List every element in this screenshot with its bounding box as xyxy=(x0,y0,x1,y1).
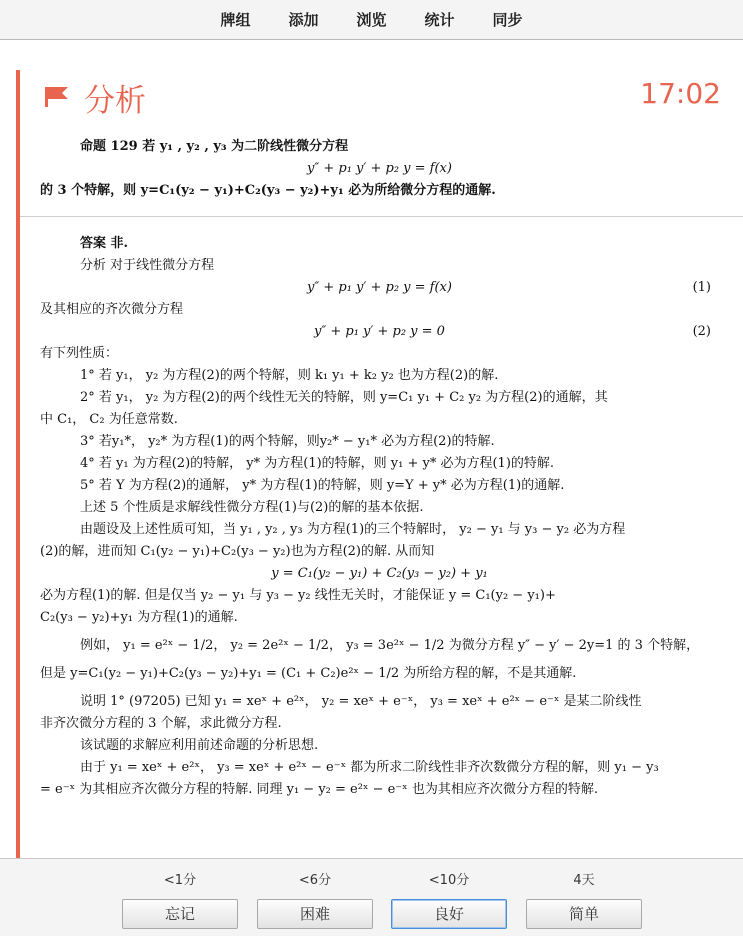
note-line-3a: 由于 y₁ = xeˣ + e²ˣ， y₃ = xeˣ + e²ˣ − e⁻ˣ 都为所求二阶线性非齐次数微分方程的解，则 y₁ − y₃ xyxy=(80,760,659,775)
nav-browse[interactable]: 浏览 xyxy=(356,11,387,29)
question-line-2: 的 3 个特解，则 y=C₁(y₂ − y₁)+C₂(y₃ − y₂)+y₁ 必为所给微分方程的通解. xyxy=(40,183,496,198)
derivation-line-1a: 由题设及上述性质可知，当 y₁ , y₂ , y₃ 为方程(1)的三个特解时， y₂ − y₁ 与 y₃ − y₂ 必为方程 xyxy=(80,522,626,537)
derivation-line-2a: 必为方程(1)的解. 但是仅当 y₂ − y₁ 与 y₃ − y₂ 线性无关时，才能保证 y = C₁(y₂ − y₁)+ xyxy=(40,588,556,603)
property-3: 3° 若y₁*， y₂* 为方程(1)的两个特解，则y₂* − y₁* 必为方程(2)的特解. xyxy=(80,434,495,449)
question-line-1: 命题 129 若 y₁ , y₂ , y₃ 为二阶线性微分方程 xyxy=(80,139,349,154)
question-section xyxy=(40,136,719,202)
property-5: 5° 若 Y 为方程(2)的通解， y* 为方程(1)的特解，则 y=Y + y* 必为方程(1)的通解. xyxy=(80,478,565,493)
property-2a: 2° 若 y₁， y₂ 为方程(2)的两个线性无关的特解，则 y=C₁ y₁ + C₂ y₂ 为方程(2)的通解，其 xyxy=(80,390,608,405)
nav-add[interactable]: 添加 xyxy=(288,11,319,29)
property-4: 4° 若 y₁ 为方程(2)的特解， y* 为方程(1)的特解，则 y₁ + y* 必为方程(1)的特解. xyxy=(80,456,555,471)
answer-bar xyxy=(0,858,743,936)
equation-3 xyxy=(40,563,719,585)
top-nav xyxy=(0,0,743,40)
card-content xyxy=(20,136,743,801)
answer-line: 答案 非. xyxy=(80,236,129,251)
interval-labels xyxy=(0,869,743,889)
analysis-line: 分析 对于线性微分方程 xyxy=(80,258,215,273)
card-title: 分析 xyxy=(84,83,146,119)
card-header xyxy=(20,70,743,130)
note-line-1a: 说明 1° (97205) 已知 y₁ = xeˣ + e²ˣ， y₂ = xeˣ + e⁻ˣ， y₃ = xeˣ + e²ˣ − e⁻ˣ 是某二阶线性 xyxy=(80,694,642,709)
equation-3-text: y = C₁(y₂ − y₁) + C₂(y₃ − y₂) + y₁ xyxy=(271,566,488,581)
note-line-2: 该试题的求解应利用前述命题的分析思想. xyxy=(80,738,319,753)
equation-1-number: (1) xyxy=(692,280,711,295)
review-timer: 17:02 xyxy=(640,77,721,110)
property-2b: 中 C₁， C₂ 为任意常数. xyxy=(40,412,178,427)
interval-again: <1分 xyxy=(163,873,197,888)
hard-button[interactable]: 困难 xyxy=(257,899,373,929)
question-equation xyxy=(40,158,719,180)
properties-intro: 有下列性质： xyxy=(40,346,119,361)
answer-divider xyxy=(20,216,743,217)
easy-button[interactable]: 简单 xyxy=(526,899,642,929)
nav-decks[interactable]: 牌组 xyxy=(220,11,251,29)
equation-2-text: y″ + p₁ y′ + p₂ y = 0 xyxy=(314,324,445,339)
question-equation-text: y″ + p₁ y′ + p₂ y = f(x) xyxy=(307,161,452,176)
again-button[interactable]: 忘记 xyxy=(122,899,238,929)
equation-1-text: y″ + p₁ y′ + p₂ y = f(x) xyxy=(307,280,452,295)
equation-1 xyxy=(40,277,719,299)
flag-icon xyxy=(44,86,70,108)
interval-hard: <6分 xyxy=(298,873,332,888)
interval-easy: 4天 xyxy=(573,873,595,888)
equation-2 xyxy=(40,321,719,343)
interval-good: <10分 xyxy=(428,873,470,888)
derivation-line-2b: C₂(y₃ − y₂)+y₁ 为方程(1)的通解. xyxy=(40,610,238,625)
summary-line: 上述 5 个性质是求解线性微分方程(1)与(2)的解的基本依据. xyxy=(80,500,424,515)
derivation-line-1b: (2)的解，进而知 C₁(y₂ − y₁)+C₂(y₃ − y₂)也为方程(2)的解. 从而知 xyxy=(40,544,435,559)
good-button[interactable]: 良好 xyxy=(391,899,507,929)
nav-stats[interactable]: 统计 xyxy=(424,11,455,29)
card-area xyxy=(16,70,743,858)
example-line-2: 但是 y=C₁(y₂ − y₁)+C₂(y₃ − y₂)+y₁ = (C₁ + C₂)e²ˣ − 1/2 为所给方程的解，不是其通解. xyxy=(40,666,577,681)
homogeneous-line: 及其相应的齐次微分方程 xyxy=(40,302,184,317)
property-1: 1° 若 y₁， y₂ 为方程(2)的两个特解，则 k₁ y₁ + k₂ y₂ 也为方程(2)的解. xyxy=(80,368,499,383)
equation-2-number: (2) xyxy=(692,324,711,339)
nav-sync[interactable]: 同步 xyxy=(492,11,523,29)
note-line-3b: = e⁻ˣ 为其相应齐次微分方程的特解. 同理 y₁ − y₂ = e²ˣ − e⁻ˣ 也为其相应齐次微分方程的特解. xyxy=(40,782,598,797)
answer-section xyxy=(40,233,719,801)
note-line-1b: 非齐次微分方程的 3 个解，求此微分方程. xyxy=(40,716,282,731)
example-line-1: 例如， y₁ = e²ˣ − 1/2， y₂ = 2e²ˣ − 1/2， y₃ = 3e²ˣ − 1/2 为微分方程 y″ − y′ − 2y=1 的 3 个特解， xyxy=(80,638,700,653)
